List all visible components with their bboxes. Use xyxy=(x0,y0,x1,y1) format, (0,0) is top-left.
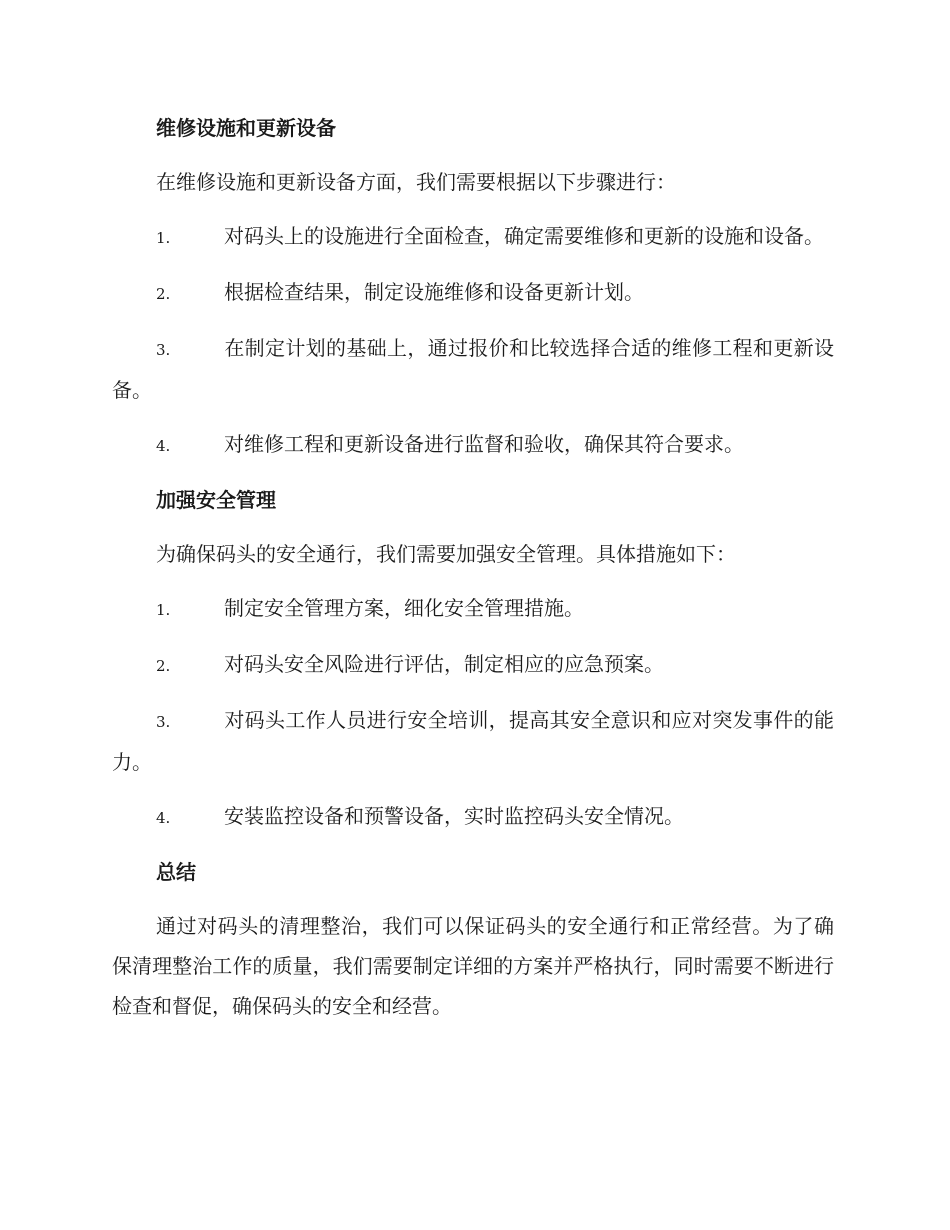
list-item-text: 制定安全管理方案，细化安全管理措施。 xyxy=(224,596,584,620)
list-item xyxy=(112,644,834,686)
section-intro-safety: 为确保码头的安全通行，我们需要加强安全管理。具体措施如下： xyxy=(156,542,736,566)
list-number: 1. xyxy=(156,229,171,247)
list-number: 4. xyxy=(156,437,171,455)
list-item-text: 在制定计划的基础上，通过报价和比较选择合适的维修工程和更新设备。 xyxy=(112,336,834,402)
section-intro-maintenance: 在维修设施和更新设备方面，我们需要根据以下步骤进行： xyxy=(156,170,676,194)
list-item xyxy=(112,700,834,782)
list-number: 3. xyxy=(156,713,171,731)
document-page xyxy=(112,108,834,1040)
summary-paragraph: 通过对码头的清理整治，我们可以保证码头的安全通行和正常经营。为了确保清理整治工作的质量，我们需要制定详细的方案并严格执行，同时需要不断进行检查和督促，确保码头的安全和经营。 xyxy=(112,914,834,1018)
list-item-text: 根据检查结果，制定设施维修和设备更新计划。 xyxy=(224,280,644,304)
list-item xyxy=(112,796,834,838)
list-item-text: 安装监控设备和预警设备，实时监控码头安全情况。 xyxy=(224,804,684,828)
list-item xyxy=(112,272,834,314)
list-item xyxy=(112,328,834,410)
section-heading-safety: 加强安全管理 xyxy=(156,488,276,512)
list-item-text: 对码头安全风险进行评估，制定相应的应急预案。 xyxy=(224,652,664,676)
list-item xyxy=(112,588,834,630)
list-number: 1. xyxy=(156,601,171,619)
list-number: 2. xyxy=(156,657,171,675)
list-item xyxy=(112,216,834,258)
section-heading-maintenance: 维修设施和更新设备 xyxy=(156,116,336,140)
list-item-text: 对码头上的设施进行全面检查，确定需要维修和更新的设施和设备。 xyxy=(224,224,824,248)
list-number: 4. xyxy=(156,809,171,827)
section-heading-summary: 总结 xyxy=(156,860,196,884)
list-item-text: 对码头工作人员进行安全培训，提高其安全意识和应对突发事件的能力。 xyxy=(112,708,834,774)
list-item-text: 对维修工程和更新设备进行监督和验收，确保其符合要求。 xyxy=(224,432,744,456)
list-item xyxy=(112,424,834,466)
list-number: 2. xyxy=(156,285,171,303)
list-number: 3. xyxy=(156,341,171,359)
